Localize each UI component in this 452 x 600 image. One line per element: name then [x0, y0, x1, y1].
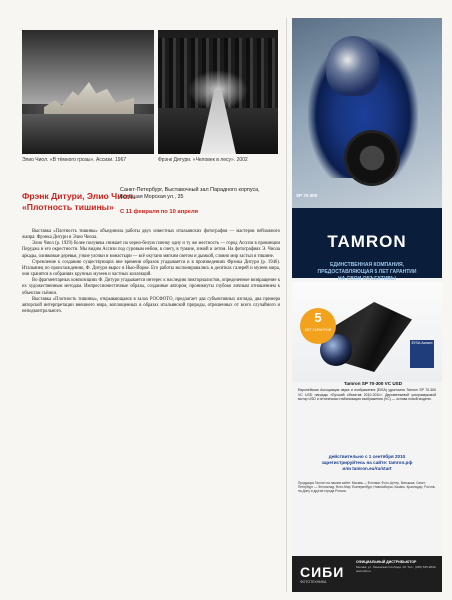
rider-shape: [326, 36, 380, 96]
warranty-text: ЛЕТ ГАРАНТИИ: [304, 328, 332, 332]
ad-headline-1: ЕДИНСТВЕННАЯ КОМПАНИЯ,: [330, 262, 404, 268]
tamron-logo: TAMRON: [327, 232, 407, 251]
article-paragraph: Во фрагментарных композициях Ф. Дитури угадывается интерес к наследию пикториалистов, определенное возвращение к их художественным методам. Импрессионистичные образы, созданные автором, проникнуты глубоко личным отношением к объектам съёмки.: [22, 278, 280, 296]
article-body: [22, 229, 280, 315]
lens-model: Tamron SP 70-300 VC USD: [344, 381, 403, 386]
exhibition-dates: С 11 февраля по 10 апреля: [120, 209, 199, 215]
tamron-advertisement: [292, 18, 442, 592]
wheel-shape: [344, 130, 400, 186]
ad-description: Европейская Ассоциация звука и изображения (EISA) удостоила Tamron SP 70-300 VC USD награды «Лучший объектив 2010-2011». Двухзвеньевой ультразвуковой мотор USD и оптическая стабилизация изображения (VC) — основа новой модели.: [298, 388, 436, 402]
article-paragraph: Стремление к созданию существующих вне времени образов угадывается и в произведениях Фрэнка Дитури (р. 1946). Итальянец по происхождению, Ф. Дитури вырос в Нью-Йорке. Его работы экспонировались в десятках галерей и музеев мира, они хранятся в собраниях крупных музеев и частных коллекций.: [22, 259, 280, 278]
official-distributor-label: ОФИЦИАЛЬНЫЙ ДИСТРИБЬЮТОР: [356, 560, 417, 564]
warranty-number: 5: [314, 310, 322, 325]
article-paragraph: Элио Чиол (р. 1929) более полувека снимает на черно-белую пленку одну и ту же местность — город Ассизи в провинции Перуджа и его окрестности. Мы видим Ассизи под суровым небом, в снегу, в тумане, зимой и летом. На фотографиях Э. Чиола аркады, оливковые деревья, узкие улочки и монастыри — всё окутано мягким светом и дымкой, словно мир застыл в тишине.: [22, 241, 280, 259]
photo-forest: [158, 30, 278, 154]
eisa-award-badge: EISA Award: [410, 340, 434, 368]
sibi-subtitle: ФОТОТЕХНИКА: [300, 580, 327, 584]
article-title-line1: Фрэнк Дитури, Элио Чиол.: [22, 191, 136, 201]
photo2-caption: Фрэнк Дитури. «Человек в лесу». 2002: [158, 157, 248, 163]
ad-web-block: [298, 454, 436, 472]
photo-ground: [22, 114, 154, 154]
ad-moto-photo: [292, 18, 442, 208]
web-line-2[interactable]: зарегистрируйтесь на сайте: tamron.рф: [321, 460, 413, 465]
photo-assisi: [22, 30, 154, 154]
distributor-address: Москва, ул. Ленинская Слобода, 19. Тел.: (495) 545-2840. www.sibi.ru: [356, 565, 437, 573]
article-paragraph: Выставка «Плотность тишины» объединила работы двух известных итальянских фотографов — мастеров пейзажного жанра: Фрэнка Дитури и Элио Чиола.: [22, 229, 280, 241]
article-title-line2: «Плотность тишины»: [22, 202, 114, 212]
exhibition-venue: Санкт-Петербург, Выставочный зал Парадного корпуса, Большая Морская ул., 35: [120, 187, 260, 200]
article-paragraph: Выставка «Плотность тишины», открывающаяся в залах РОСФОТО, предлагает два субъективных взгляда, два примера авторской интерпретации внешнего мира, воплощенных в образах итальянской природы, отрешенных от всего случайного и неподконтрольного.: [22, 296, 280, 315]
ad-headline-2: ПРЕДОСТАВЛЯЮЩАЯ 5 ЛЕТ ГАРАНТИИ: [317, 269, 417, 275]
distributors-list: Продукция Tamron на нашем сайте: Москва — Фотомаг, Фото-Центр, Вспышка; Санкт-Петербург — Фотосклад, Фото-Мир; Екатеринбург, Новосибирск, Казань, Краснодар, Ростов-на-Дону и другие города России.: [298, 481, 436, 494]
ad-headline-3: НА СВОИ ОБЪЕКТИВЫ: [338, 276, 396, 282]
sibi-logo: СИБИ: [300, 564, 345, 580]
warranty-badge: [300, 308, 336, 344]
product-tag: SP 70-300: [296, 193, 318, 198]
web-line-3[interactable]: или tamron.eu/ru/start: [342, 466, 392, 471]
photo1-caption: Элио Чиол. «В тёмного грозы». Ассизи. 1967: [22, 157, 127, 163]
web-line-1: действительно с 1 сентября 2010: [328, 454, 406, 459]
column-divider: [286, 18, 287, 592]
